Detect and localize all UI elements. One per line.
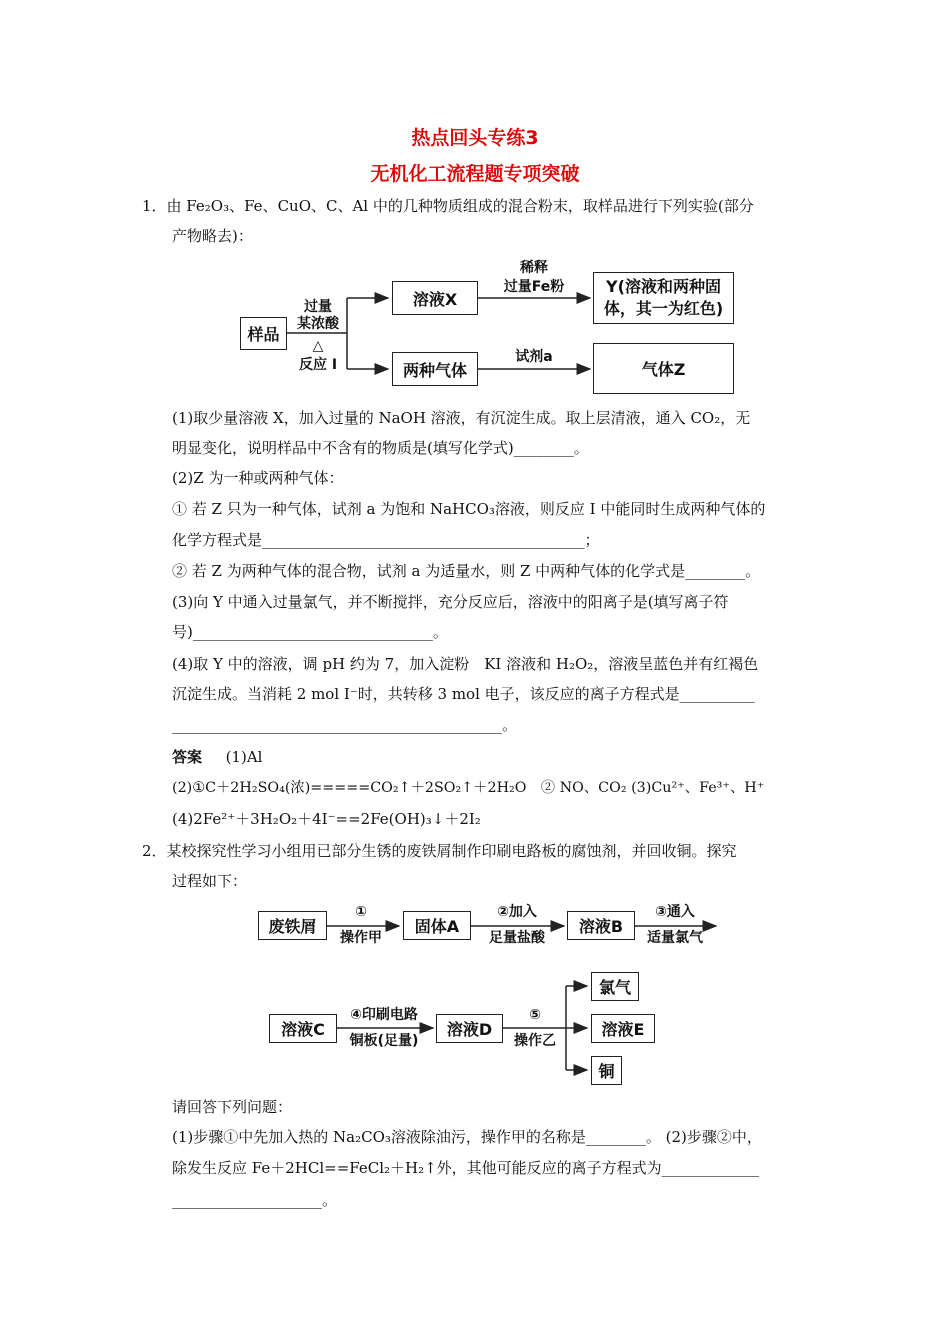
solution-x-box: 溶液X bbox=[392, 281, 478, 315]
step4-label: ④印刷电路 bbox=[350, 1007, 418, 1023]
step3-label: ③通入 bbox=[655, 904, 695, 920]
q1-part1-line-1: (1)取少量溶液 X，加入过量的 NaOH 溶液，有沉淀生成。取上层清液，通入 CO₂，无 bbox=[172, 409, 751, 427]
q1-answer-line-3: (4)2Fe²⁺＋3H₂O₂＋4I⁻==2Fe(OH)₃↓＋2I₂ bbox=[172, 810, 481, 828]
q1-part3-line-2: 号)________________________________。 bbox=[172, 623, 448, 641]
operation-jia-label: 操作甲 bbox=[340, 930, 382, 946]
q1-part2-intro: (2)Z 为一种或两种气体： bbox=[172, 469, 344, 487]
title-line-2: 无机化工流程题专项突破 bbox=[370, 163, 580, 185]
copper-box: 铜 bbox=[591, 1056, 622, 1085]
solution-c-box: 溶液C bbox=[269, 1014, 337, 1043]
q1-part2-1-line-1: ① 若 Z 只为一种气体，试剂 a 为饱和 NaHCO₃溶液，则反应 I 中能同时生成两种气体的 bbox=[172, 500, 766, 518]
step1-label: ① bbox=[355, 904, 367, 920]
dilute-label: 稀释 bbox=[520, 260, 548, 276]
q2-stem-line-1: 2．某校探究性学习小组用已部分生锈的废铁屑制作印刷电路板的腐蚀剂，并回收铜。探究 bbox=[142, 842, 737, 860]
reagent-a-label: 试剂a bbox=[515, 349, 553, 365]
y-box-line-2: 体，其一为红色) bbox=[603, 299, 724, 318]
step2-label: ②加入 bbox=[497, 904, 537, 920]
cond-excess-label: 过量 bbox=[304, 299, 332, 315]
reaction-i-label: 反应 I bbox=[298, 357, 338, 373]
q1-part3-line-1: (3)向 Y 中通入过量氯气，并不断搅拌，充分反应后，溶液中的阳离子是(填写离子符 bbox=[172, 593, 729, 611]
sample-box: 样品 bbox=[240, 317, 287, 350]
step5-label: ⑤ bbox=[529, 1007, 541, 1023]
operation-yi-label: 操作乙 bbox=[514, 1033, 556, 1049]
q1-stem-line-2: 产物略去)： bbox=[172, 227, 253, 245]
cond-heat-label: △ bbox=[312, 338, 324, 354]
title-line-1: 热点回头专练3 bbox=[411, 127, 539, 149]
chlorine-amount-label: 适量氯气 bbox=[647, 930, 703, 946]
solid-a-box: 固体A bbox=[403, 911, 471, 940]
solution-b-box: 溶液B bbox=[567, 911, 635, 940]
q1-part2-1-line-2: 化学方程式是___________________________________________； bbox=[172, 531, 600, 549]
q2-part1-line-3: ____________________。 bbox=[172, 1191, 338, 1209]
q1-stem-line-1: 1．由 Fe₂O₃、Fe、CuO、C、Al 中的几种物质组成的混合粉末，取样品进行下列实验(部分 bbox=[142, 197, 754, 215]
y-box-line-1: Y(溶液和两种固 bbox=[606, 277, 721, 296]
answer-label: 答案 bbox=[172, 748, 203, 766]
q2-part1-line-2: 除发生反应 Fe＋2HCl==FeCl₂＋H₂↑外，其他可能反应的离子方程式为_____________ bbox=[172, 1159, 760, 1177]
cond-acid-label: 某浓酸 bbox=[297, 316, 339, 332]
hcl-label: 足量盐酸 bbox=[489, 930, 545, 946]
q1-part2-2: ② 若 Z 为两种气体的混合物，试剂 a 为适量水，则 Z 中两种气体的化学式是________。 bbox=[172, 562, 761, 580]
q2-prompt: 请回答下列问题： bbox=[172, 1098, 293, 1116]
scrap-iron-box: 废铁屑 bbox=[258, 911, 327, 940]
copper-plate-label: 铜板(足量) bbox=[349, 1033, 419, 1049]
solution-e-box: 溶液E bbox=[591, 1014, 655, 1043]
chlorine-box: 氯气 bbox=[591, 972, 639, 1001]
q1-part4-line-1: (4)取 Y 中的溶液，调 pH 约为 7，加入淀粉 KI 溶液和 H₂O₂，溶液呈蓝色并有红褐色 bbox=[172, 655, 759, 673]
two-gases-box: 两种气体 bbox=[392, 352, 478, 386]
gas-z-box: 气体Z bbox=[593, 343, 734, 394]
q1-part4-line-2: 沉淀生成。当消耗 2 mol I⁻时，共转移 3 mol 电子，该反应的离子方程式是__________ bbox=[172, 685, 755, 703]
q1-part1-line-2: 明显变化，说明样品中不含有的物质是(填写化学式)________。 bbox=[172, 439, 589, 457]
q2-part1-line-1: (1)步骤①中先加入热的 Na₂CO₃溶液除油污，操作甲的名称是________。 (2)步骤②中， bbox=[172, 1128, 762, 1146]
q1-answer-line-2: (2)①C＋2H₂SO₄(浓)=====CO₂↑＋2SO₂↑＋2H₂O ② NO、CO₂ (3)Cu²⁺、Fe³⁺、H⁺ bbox=[172, 780, 765, 796]
q1-part4-line-3: ____________________________________________。 bbox=[172, 716, 518, 734]
excess-fe-label: 过量Fe粉 bbox=[503, 279, 565, 295]
answer-1: (1)Al bbox=[225, 748, 263, 766]
q2-stem-line-2: 过程如下： bbox=[172, 872, 248, 890]
solution-d-box: 溶液D bbox=[436, 1014, 503, 1043]
